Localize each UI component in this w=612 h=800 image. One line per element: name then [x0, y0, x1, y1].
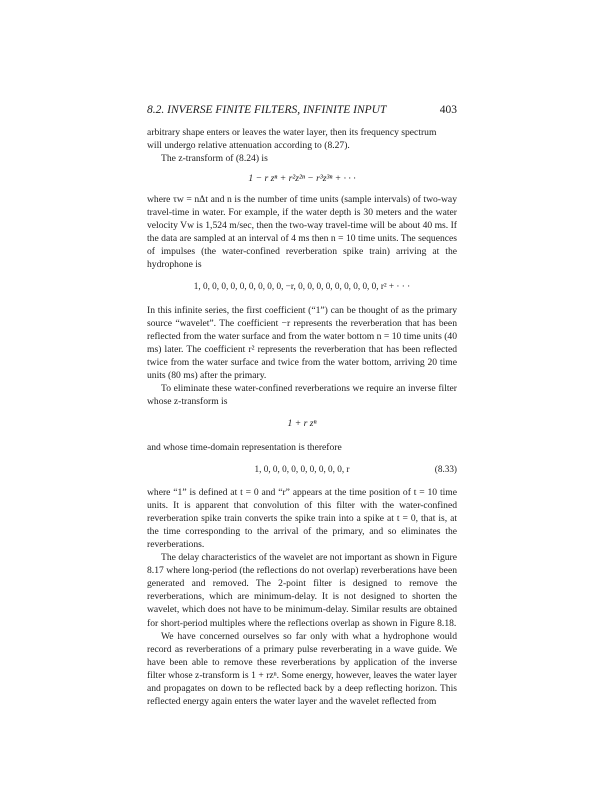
- section-title: 8.2. INVERSE FINITE FILTERS, INFINITE INPUT: [147, 104, 387, 116]
- running-header: [147, 103, 457, 117]
- numbered-equation: [147, 463, 457, 476]
- text-line: arbitrary shape enters or leaves the water layer, then its frequency spectrum: [147, 127, 437, 138]
- paragraph: In this infinite series, the first coefficient (“1”) can be thought of as the primary source “wavelet”. The coefficient −r represents the reverberation that has been reflected from the water surface and from the water bottom n = 10 time units (40 ms) later. The coefficient r² represents the reverberation that has been reflected twice from the water surface and twice from the water bottom, arriving 20 time units (80 ms) after the primary.: [147, 304, 457, 381]
- equation: 1 − r zⁿ + r²z²ⁿ − r³z³ⁿ + · · ·: [248, 173, 356, 185]
- paragraph: The delay characteristics of the wavelet are not important as shown in Figure 8.17 where long-period (the reflections do not overlap) reverberations have been generated and removed. The 2-point filter is designed to remove the reverberations, which are minimum-delay. It is not designed to shorten the wavelet, which does not have to be minimum-delay. Similar results are obtained for short-period multiples where the reflections overlap as shown in Figure 8.18.: [147, 552, 457, 629]
- equation: 1, 0, 0, 0, 0, 0, 0, 0, 0, 0, −r, 0, 0, 0, 0, 0, 0, 0, 0, 0, r² + · · ·: [193, 281, 411, 292]
- paragraph: To eliminate these water-confined reverberations we require an inverse filter whose z-transform is: [147, 382, 457, 407]
- paragraph: where “1” is defined at t = 0 and “r” appears at the time position of t = 10 time units. It is apparent that convolution of this filter with the water-confined reverberation spike train converts the spike train into a spike at t = 0, that is, at the time corresponding to the arrival of the primary, and so eliminates the reverberations.: [147, 487, 457, 551]
- paragraph: The z-transform of (8.24) is: [161, 153, 268, 165]
- page-body: [147, 126, 457, 708]
- paragraph: where τw = nΔt and n is the number of time units (sample intervals) of two-way travel-time in water. For example, if the water depth is 30 meters and the water velocity Vw is 1,524 m/sec, then the two-way travel-time will be about 40 ms. If the data are sampled at an interval of 4 ms then n = 10 time units. The sequences of impulses (the water-confined reverberation spike train) arriving at the hydrophone is: [147, 194, 457, 271]
- equation-body: 1, 0, 0, 0, 0, 0, 0, 0, 0, 0, r: [254, 463, 350, 474]
- page-number: 403: [439, 104, 457, 116]
- equation: 1 + r zⁿ: [287, 417, 317, 429]
- paragraph: We have concerned ourselves so far only with what a hydrophone would record as reverberations of a primary pulse reverberating in a wave guide. We have been able to remove these reverberations by application of the inverse filter whose z-transform is 1 + rzⁿ. Some energy, however, leaves the water layer and propagates on down to be reflected back by a deep reflecting horizon. This reflected energy again enters the water layer and the wavelet reflected from: [147, 630, 457, 707]
- paragraph: and whose time-domain representation is therefore: [147, 441, 342, 453]
- text-line: will undergo relative attenuation according to (8.27).: [147, 140, 350, 152]
- equation-number: (8.33): [434, 463, 457, 474]
- paragraph: [147, 126, 457, 152]
